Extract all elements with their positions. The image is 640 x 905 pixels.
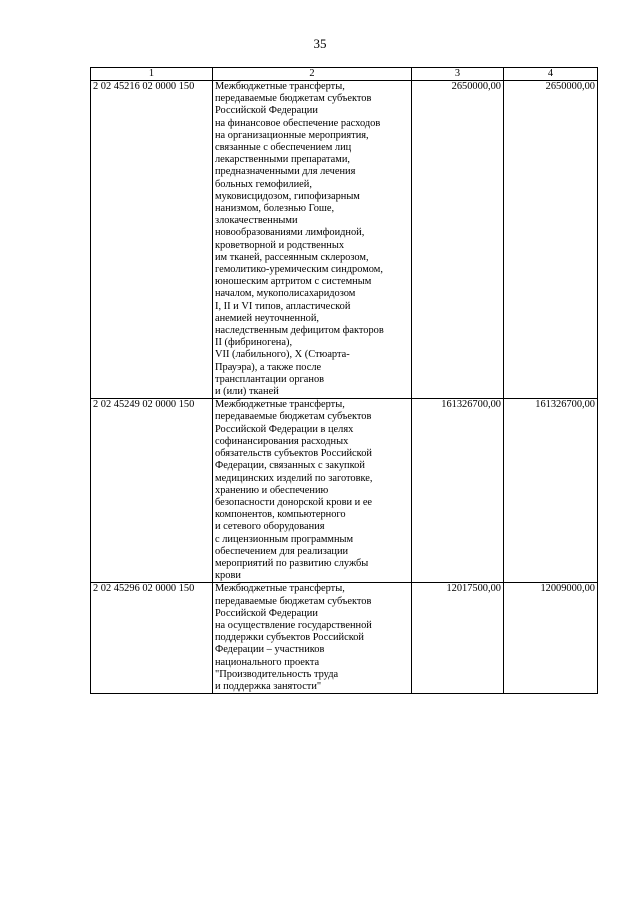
description-line: юношеским артритом с системным: [215, 276, 372, 288]
table-row: [91, 399, 598, 583]
description-line: муковисцидозом, гипофизарным: [215, 190, 360, 202]
amount-col3-cell: 161326700,00: [412, 399, 504, 583]
budget-code-cell: 2 02 45249 02 0000 150: [91, 399, 213, 583]
description-line: мероприятий по развитию службы: [215, 557, 369, 569]
description-line: Российской Федерации в целях: [215, 423, 354, 435]
description-line: анемией неуточненной,: [215, 312, 320, 324]
description-line: Межбюджетные трансферты,: [215, 583, 345, 595]
description-line: крови: [215, 570, 241, 582]
description-line: началом, мукополисахаридозом: [215, 288, 356, 300]
description-line: поддержки субъектов Российской: [215, 632, 364, 644]
description-line: лекарственными препаратами,: [215, 154, 351, 166]
description-line: Межбюджетные трансферты,: [215, 81, 345, 92]
description-line: им тканей, рассеянным склерозом,: [215, 251, 369, 263]
description-cell: [213, 399, 412, 583]
description-line: VII (лабильного), X (Стюарта-: [215, 349, 350, 361]
description-line: связанные с обеспечением лиц: [215, 142, 352, 154]
description-line: обязательств субъектов Российской: [215, 448, 372, 460]
description-line: кроветворной и родственных: [215, 239, 345, 251]
description-line: национального проекта: [215, 656, 320, 668]
description-line: больных гемофилией,: [215, 178, 312, 190]
description-line: новообразованиями лимфоидной,: [215, 227, 365, 239]
description-cell: [213, 583, 412, 694]
description-line: софинансирования расходных: [215, 435, 349, 447]
description-line: безопасности донорской крови и ее: [215, 496, 373, 508]
description-line: трансплантации органов: [215, 373, 325, 385]
description-line: Федерации, связанных с закупкой: [215, 460, 365, 472]
amount-col3-cell: 12017500,00: [412, 583, 504, 694]
description-line: передаваемые бюджетам субъектов: [215, 93, 372, 105]
description-line: Российской Федерации: [215, 607, 318, 619]
description-line: Прауэра), а также после: [215, 361, 322, 373]
description-line: и сетевого оборудования: [215, 521, 325, 533]
description-line: наследственным дефицитом факторов: [215, 325, 384, 337]
description-line: I, II и VI типов, апластической: [215, 300, 351, 312]
description-line: медицинских изделий по заготовке,: [215, 472, 373, 484]
column-header-4: 4: [504, 68, 598, 81]
column-header-2: 2: [213, 68, 412, 81]
description-line: Российской Федерации: [215, 105, 318, 117]
description-line: на осуществление государственной: [215, 619, 372, 631]
description-line: и поддержка занятости": [215, 680, 322, 692]
description-line: на организационные мероприятия,: [215, 129, 369, 141]
column-header-1: 1: [91, 68, 213, 81]
description-line: предназначенными для лечения: [215, 166, 356, 178]
description-line: нанизмом, болезнью Гоше,: [215, 203, 335, 215]
budget-table: [90, 67, 598, 694]
table-row: [91, 81, 598, 399]
amount-col4-cell: 161326700,00: [504, 399, 598, 583]
description-line: хранению и обеспечению: [215, 484, 329, 496]
description-line: передаваемые бюджетам субъектов: [215, 595, 372, 607]
description-line: компонентов, компьютерного: [215, 509, 346, 521]
description-line: передаваемые бюджетам субъектов: [215, 411, 372, 423]
amount-col4-cell: 12009000,00: [504, 583, 598, 694]
description-line: Федерации – участников: [215, 644, 325, 656]
table-row: [91, 583, 598, 694]
description-line: Межбюджетные трансферты,: [215, 399, 345, 411]
amount-col3-cell: 2650000,00: [412, 81, 504, 399]
budget-code-cell: 2 02 45296 02 0000 150: [91, 583, 213, 694]
description-line: обеспечением для реализации: [215, 545, 349, 557]
description-line: гемолитико-уремическим синдромом,: [215, 264, 383, 276]
table-header-row: [91, 68, 598, 81]
description-line: на финансовое обеспечение расходов: [215, 117, 381, 129]
description-line: "Производительность труда: [215, 668, 339, 680]
description-line: II (фибриногена),: [215, 337, 293, 349]
description-line: с лицензионным программным: [215, 533, 354, 545]
amount-col4-cell: 2650000,00: [504, 81, 598, 399]
description-cell: [213, 81, 412, 399]
budget-code-cell: 2 02 45216 02 0000 150: [91, 81, 213, 399]
page-number: 35: [313, 36, 327, 51]
description-line: и (или) тканей: [215, 386, 279, 398]
description-line: злокачественными: [215, 215, 298, 227]
column-header-3: 3: [412, 68, 504, 81]
